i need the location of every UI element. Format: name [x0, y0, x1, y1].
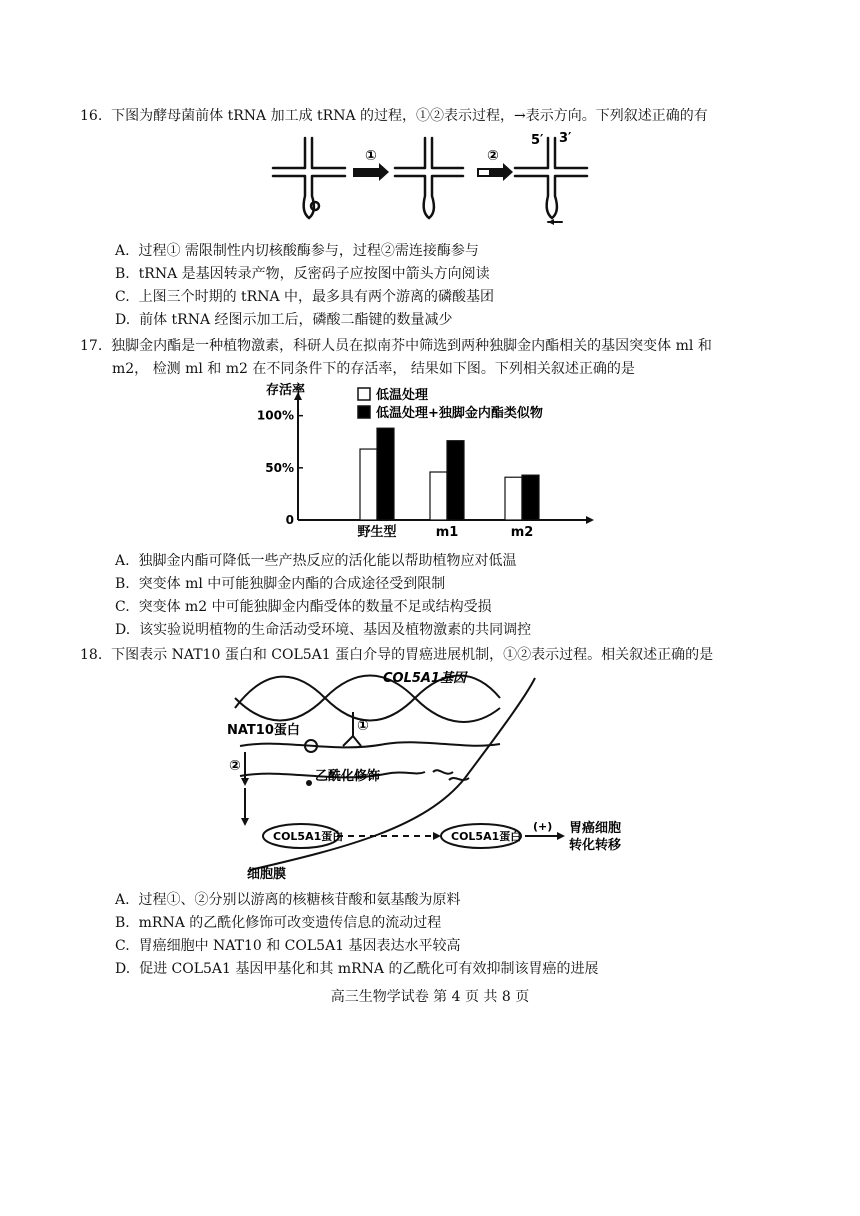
q18-option-c[interactable]: C. 胃癌细胞中 NAT10 和 COL5A1 基因表达水平较高 [115, 938, 461, 954]
q17-option-b[interactable]: B. 突变体 ml 中可能独脚金内酯的合成途径受到限制 [115, 576, 446, 592]
q16-option-d[interactable]: D. 前体 tRNA 经图示加工后，磷酸二酯键的数量减少 [115, 312, 453, 328]
x-tick-label: m1 [435, 525, 459, 540]
result-line1-label: 胃癌细胞 [569, 821, 622, 836]
question-16-stem: 16. 下图为酵母菌前体 tRNA 加工成 tRNA 的过程，①②表示过程，→表示方向。下列叙述正确的有 [80, 108, 708, 124]
acetylation-label: 乙酰化修饰 [315, 769, 381, 784]
bar [447, 441, 464, 520]
survival-rate-bar-chart [256, 380, 602, 540]
question-17-stem-line2: m2， 检测 ml 和 m2 在不同条件下的存活率， 结果如下图。下列相关叙述正确的是 [112, 361, 635, 377]
step-2-label: ② [487, 148, 499, 164]
step-2-label: ② [229, 758, 241, 774]
legend-label: 低温处理 [376, 388, 429, 403]
step-1-label: ① [357, 718, 369, 734]
bar [522, 475, 539, 520]
membrane-label: 细胞膜 [247, 867, 287, 882]
col5a1-gene-label: COL5A1基因 [383, 671, 467, 686]
gastric-cancer-mechanism-figure [225, 668, 655, 880]
question-17-stem-line1: 17. 独脚金内酯是一种植物激素，科研人员在拟南芥中筛选到两种独脚金内酯相关的基因突变体 ml 和 [80, 338, 712, 354]
legend-swatch [358, 388, 370, 400]
q16-option-c[interactable]: C. 上图三个时期的 tRNA 中，最多具有两个游离的磷酸基团 [115, 289, 495, 305]
question-18-stem: 18. 下图表示 NAT10 蛋白和 COL5A1 蛋白介导的胃癌进展机制，①②表示过程。相关叙述正确的是 [80, 647, 714, 663]
q16-option-b[interactable]: B. tRNA 是基因转录产物，反密码子应按图中箭头方向阅读 [115, 266, 490, 282]
bar [505, 477, 522, 520]
q16-option-a[interactable]: A. 过程① 需限制性内切核酸酶参与，过程②需连接酶参与 [115, 243, 479, 259]
nat10-protein-label: NAT10蛋白 [227, 723, 300, 738]
trna-processing-figure [265, 130, 595, 230]
q18-option-b[interactable]: B. mRNA 的乙酰化修饰可改变遗传信息的流动过程 [115, 915, 442, 931]
y-axis-label: 存活率 [266, 383, 306, 398]
legend-swatch [358, 406, 370, 418]
q17-option-a[interactable]: A. 独脚金内酯可降低一些产热反应的活化能以帮助植物应对低温 [115, 553, 517, 569]
five-prime-label: 5′ [531, 133, 544, 148]
q18-option-d[interactable]: D. 促进 COL5A1 基因甲基化和其 mRNA 的乙酰化可有效抑制该胃癌的进展 [115, 961, 599, 977]
result-line2-label: 转化转移 [569, 838, 622, 853]
bar [430, 472, 447, 520]
q17-option-c[interactable]: C. 突变体 m2 中可能独脚金内酯受体的数量不足或结构受损 [115, 599, 492, 615]
col5a1-protein-inside-label: COL5A1蛋白 [273, 830, 344, 843]
x-tick-label: 野生型 [357, 525, 397, 540]
x-tick-label: m2 [510, 525, 534, 540]
col5a1-protein-outside-label: COL5A1蛋白 [451, 830, 522, 843]
x-axis-arrow [586, 516, 594, 524]
q17-option-d[interactable]: D. 该实验说明植物的生命活动受环境、基因及植物激素的共同调控 [115, 622, 532, 638]
step-1-label: ① [365, 148, 377, 164]
page-footer: 高三生物学试卷 第 4 页 共 8 页 [330, 989, 530, 1005]
bar [360, 449, 377, 520]
y-tick-label: 0 [285, 513, 294, 527]
three-prime-label: 3′ [559, 131, 572, 146]
y-tick-label: 50% [265, 460, 294, 475]
bar [377, 428, 394, 520]
legend-label: 低温处理+独脚金内酯类似物 [376, 406, 543, 421]
y-tick-label: 100% [256, 408, 294, 423]
promote-label: (+) [533, 820, 553, 833]
q18-option-a[interactable]: A. 过程①、②分别以游离的核糖核苷酸和氨基酸为原料 [115, 892, 461, 908]
